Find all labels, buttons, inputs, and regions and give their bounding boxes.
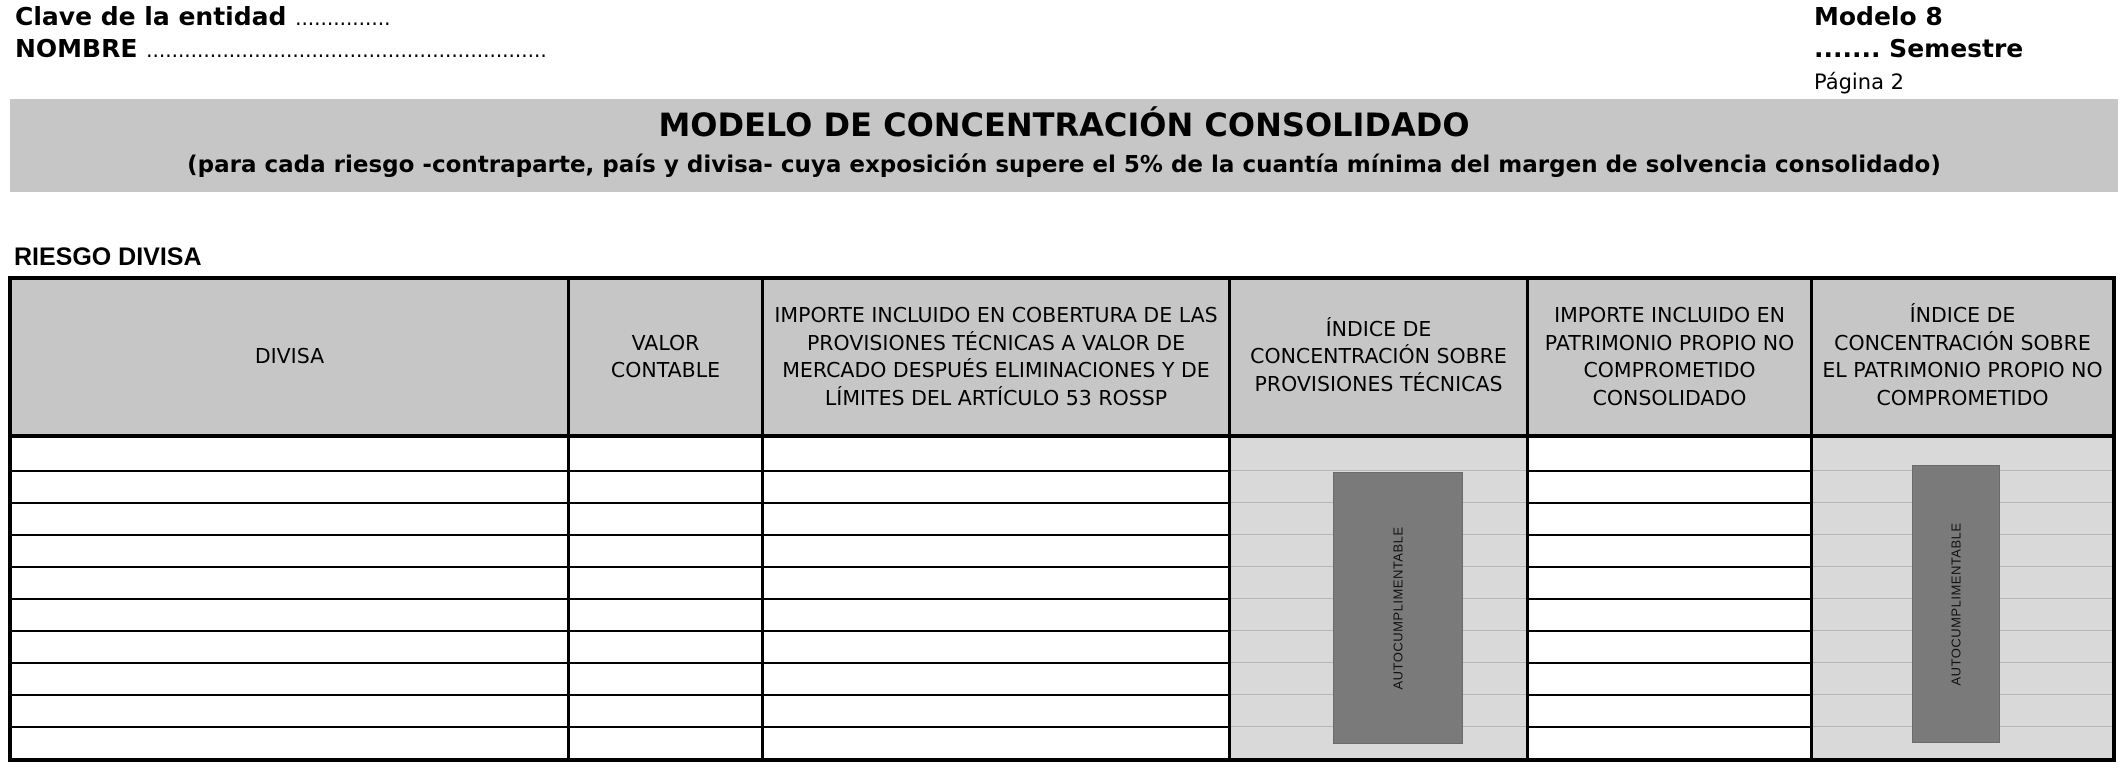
- form-subtitle: (para cada riesgo -contraparte, país y divisa- cuya exposición supere el 5% de la cuantía mínima del margen de solvencia consolidado): [187, 152, 1941, 178]
- row-divider: [12, 694, 567, 696]
- column-header: ÍNDICE DE CONCENTRACIÓN SOBRE EL PATRIMONIO PROPIO NO COMPROMETIDO: [1813, 280, 2112, 438]
- column-indice-provisiones: [1231, 280, 1529, 758]
- column-header: IMPORTE INCLUIDO EN COBERTURA DE LAS PROVISIONES TÉCNICAS A VALOR DE MERCADO DESPUÉS ELIMINACIONES Y DE LÍMITES DEL ARTÍCULO 53 ROSSP: [764, 280, 1228, 438]
- row-divider: [570, 502, 761, 504]
- row-divider: [12, 662, 567, 664]
- column-header: IMPORTE INCLUIDO EN PATRIMONIO PROPIO NO COMPROMETIDO CONSOLIDADO: [1529, 280, 1810, 438]
- row-divider: [570, 726, 761, 728]
- row-divider: [570, 630, 761, 632]
- auto-fill-label: AUTOCUMPLIMENTABLE: [1948, 522, 1964, 686]
- entity-key-blank[interactable]: ...............: [295, 6, 391, 30]
- row-divider: [1529, 598, 1810, 600]
- row-divider: [1529, 630, 1810, 632]
- auto-fill-box: [1333, 472, 1463, 744]
- entity-key-label: Clave de la entidad: [15, 2, 287, 31]
- column-indice-patrimonio: [1813, 280, 2112, 758]
- column-header: ÍNDICE DE CONCENTRACIÓN SOBRE PROVISIONES TÉCNICAS: [1231, 280, 1526, 438]
- form-title: MODELO DE CONCENTRACIÓN CONSOLIDADO: [658, 106, 1470, 144]
- row-divider: [570, 662, 761, 664]
- row-divider: [12, 598, 567, 600]
- row-divider: [764, 630, 1228, 632]
- column-body: [1529, 438, 1810, 758]
- row-divider: [764, 726, 1228, 728]
- currency-risk-table: [8, 276, 2116, 762]
- row-divider: [570, 534, 761, 536]
- row-divider: [764, 694, 1228, 696]
- column-importe-patrimonio: [1529, 280, 1813, 758]
- column-body: [764, 438, 1228, 758]
- name-field: [15, 34, 547, 63]
- row-divider: [764, 470, 1228, 472]
- auto-fill-box: [1912, 465, 2000, 743]
- column-divisa: [12, 280, 570, 758]
- row-divider: [1529, 726, 1810, 728]
- row-divider: [570, 566, 761, 568]
- row-divider: [1529, 694, 1810, 696]
- name-blank[interactable]: ...............................................................: [146, 38, 547, 62]
- auto-fill-label: AUTOCUMPLIMENTABLE: [1390, 526, 1406, 690]
- column-header: VALOR CONTABLE: [570, 280, 761, 438]
- row-divider: [12, 470, 567, 472]
- row-divider: [764, 598, 1228, 600]
- form-title-banner: [10, 99, 2118, 192]
- row-divider: [764, 502, 1228, 504]
- row-divider: [12, 502, 567, 504]
- name-label: NOMBRE: [15, 34, 138, 63]
- row-divider: [570, 598, 761, 600]
- row-divider: [764, 534, 1228, 536]
- row-divider: [1529, 534, 1810, 536]
- row-divider: [764, 662, 1228, 664]
- row-divider: [570, 694, 761, 696]
- row-divider: [764, 566, 1228, 568]
- row-divider: [570, 470, 761, 472]
- column-valor-contable: [570, 280, 764, 758]
- column-body: [1231, 438, 1526, 758]
- row-divider: [1529, 566, 1810, 568]
- row-divider: [12, 630, 567, 632]
- row-divider: [1529, 502, 1810, 504]
- column-body: [1813, 438, 2112, 758]
- column-header: DIVISA: [12, 280, 567, 438]
- row-divider: [1529, 662, 1810, 664]
- row-divider: [12, 726, 567, 728]
- row-divider: [12, 566, 567, 568]
- column-importe-provisiones: [764, 280, 1231, 758]
- row-divider: [1529, 470, 1810, 472]
- section-title: RIESGO DIVISA: [14, 243, 202, 271]
- entity-key-field: [15, 2, 390, 31]
- page-number: Página 2: [1814, 70, 1904, 94]
- semester-field: ....... Semestre: [1814, 34, 2024, 63]
- column-body: [570, 438, 761, 758]
- row-divider: [1231, 470, 1526, 471]
- row-divider: [12, 534, 567, 536]
- model-number: Modelo 8: [1814, 2, 1943, 31]
- column-body: [12, 438, 567, 758]
